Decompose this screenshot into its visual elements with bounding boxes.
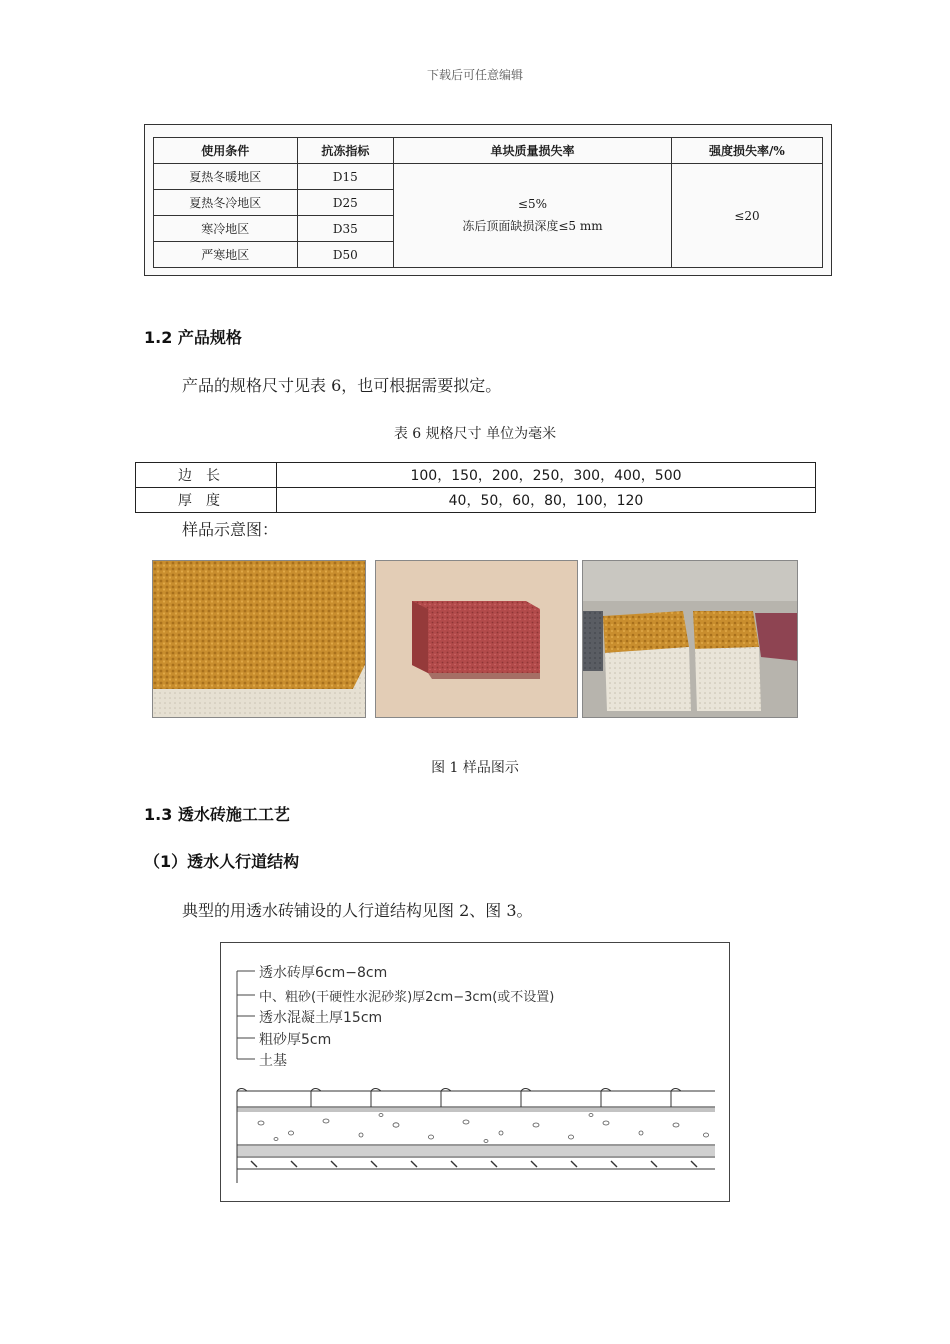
frost-header-condition: 使用条件: [154, 138, 298, 164]
spec-table: [135, 462, 816, 513]
legend-coarse-sand: 粗砂厚5cm: [259, 1032, 332, 1048]
frost-index: D15: [297, 164, 393, 190]
sample-photo-group: [582, 560, 798, 718]
legend-concrete: 透水混凝土厚15cm: [259, 1010, 383, 1026]
frost-condition: 夏热冬冷地区: [154, 190, 298, 216]
section-1-2-heading: 1.2 产品规格: [144, 328, 242, 347]
frost-index: D50: [297, 242, 393, 268]
legend-sand: 中、粗砂(干硬性水泥砂浆)厚2cm−3cm(或不设置): [259, 990, 555, 1005]
table-row: [136, 463, 816, 488]
spec-values: 40，50，60，80，100，120: [277, 488, 816, 513]
frost-table-image: [144, 124, 832, 276]
frost-header-mass-loss: 单块质量损失率: [394, 138, 672, 164]
frost-mass-loss-line2: 冻后顶面缺损深度≤5 mm: [462, 219, 603, 233]
frost-header-strength-loss: 强度损失率/%: [671, 138, 822, 164]
spec-label: 边长: [136, 463, 277, 488]
sample-photo-red: [375, 560, 578, 718]
table-6-caption: 表 6 规格尺寸 单位为毫米: [393, 426, 557, 442]
frost-mass-loss-line1: ≤5%: [517, 197, 548, 211]
sample-label: 样品示意图：: [182, 520, 279, 539]
spec-label: 厚度: [136, 488, 277, 513]
header-note: 下载后可任意编辑: [426, 68, 523, 82]
frost-mass-loss-cell: [394, 164, 672, 268]
figure-1-caption: 图 1 样品图示: [431, 760, 519, 776]
frost-index: D25: [297, 190, 393, 216]
frost-condition: 夏热冬暖地区: [154, 164, 298, 190]
frost-table: [153, 137, 823, 268]
legend-brick: 透水砖厚6cm−8cm: [259, 965, 388, 981]
frost-header-index: 抗冻指标: [297, 138, 393, 164]
section-1-3-heading: 1.3 透水砖施工工艺: [144, 805, 290, 824]
spec-values: 100，150，200，250，300，400，500: [277, 463, 816, 488]
sample-photo-yellow: [152, 560, 366, 718]
frost-condition: 寒冷地区: [154, 216, 298, 242]
pavement-structure-diagram: [220, 942, 730, 1202]
frost-condition: 严寒地区: [154, 242, 298, 268]
section-1-3-subheading: （1）透水人行道结构: [144, 852, 300, 871]
frost-index: D35: [297, 216, 393, 242]
section-1-2-text: 产品的规格尺寸见表 6，也可根据需要拟定。: [182, 376, 502, 395]
table-row: [136, 488, 816, 513]
legend-soil: 土基: [259, 1053, 287, 1069]
section-1-3-text: 典型的用透水砖铺设的人行道结构见图 2、图 3。: [182, 901, 533, 920]
frost-strength-loss: ≤20: [671, 164, 822, 268]
